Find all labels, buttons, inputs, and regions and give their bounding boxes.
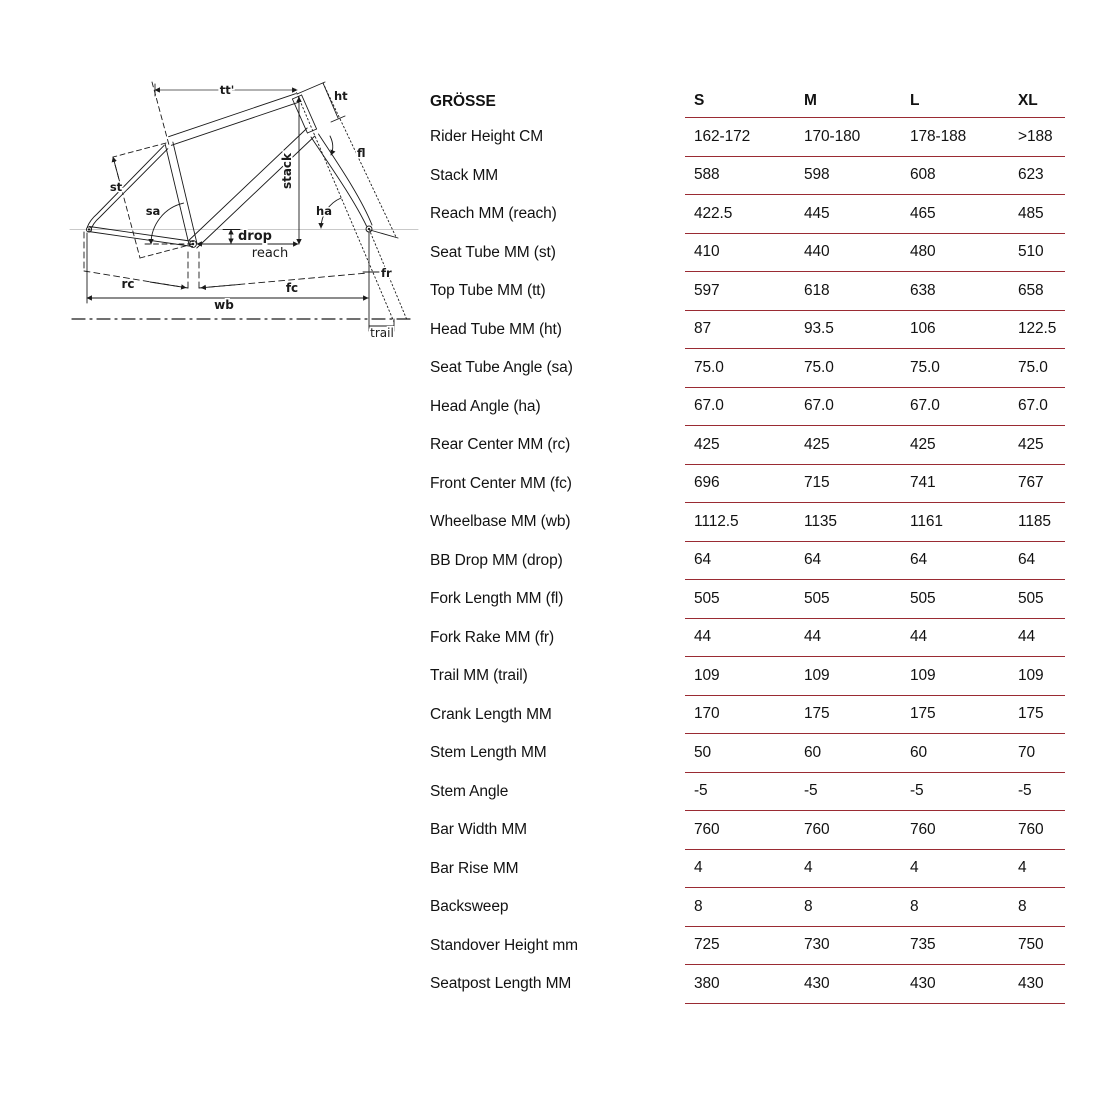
row-label: Backsweep: [430, 898, 509, 916]
column-header-s: S: [694, 92, 705, 109]
cell-l: 760: [910, 820, 936, 838]
cell-xl: -5: [1018, 782, 1032, 800]
table-row: [430, 234, 1065, 273]
row-label: Seatpost Length MM: [430, 975, 572, 993]
label-reach: reach: [251, 246, 289, 261]
label-trail: trail: [370, 326, 394, 340]
cell-l: 44: [910, 628, 928, 646]
cell-s: 170: [694, 705, 720, 723]
row-label: Crank Length MM: [430, 705, 552, 723]
row-values: [685, 965, 1065, 1004]
row-values: [685, 118, 1065, 157]
row-values: [685, 657, 1065, 696]
row-values: [685, 888, 1065, 927]
table-body: [430, 118, 1065, 1004]
cell-s: 4: [694, 859, 703, 877]
cell-l: 465: [910, 204, 936, 222]
cell-l: 75.0: [910, 358, 940, 376]
cell-s: 44: [694, 628, 712, 646]
cell-xl: 623: [1018, 166, 1044, 184]
column-header-l: L: [910, 92, 920, 109]
table-row: [430, 272, 1065, 311]
row-values: [685, 811, 1065, 850]
row-label: Fork Length MM (fl): [430, 590, 564, 608]
cell-s: 505: [694, 589, 720, 607]
cell-m: 1135: [804, 512, 837, 530]
cell-xl: 67.0: [1018, 397, 1048, 415]
cell-l: 64: [910, 551, 928, 569]
row-values: [685, 426, 1065, 465]
table-row: [430, 580, 1065, 619]
cell-xl: 430: [1018, 974, 1044, 992]
cell-xl: 8: [1018, 897, 1027, 915]
cell-m: -5: [804, 782, 818, 800]
row-label: Rear Center MM (rc): [430, 436, 571, 454]
row-values: [685, 388, 1065, 427]
row-values: [685, 850, 1065, 889]
cell-s: 64: [694, 551, 712, 569]
cell-s: 87: [694, 320, 712, 338]
cell-s: 50: [694, 743, 712, 761]
label-fr: fr: [381, 266, 392, 280]
label-ha: ha: [316, 204, 332, 218]
cell-m: 505: [804, 589, 830, 607]
row-values: [685, 619, 1065, 658]
dimension-annotations: [84, 82, 407, 331]
row-label: Wheelbase MM (wb): [430, 513, 571, 531]
table-row: [430, 811, 1065, 850]
cell-xl: 70: [1018, 743, 1036, 761]
column-header-xl: XL: [1018, 92, 1038, 109]
table-row: [430, 696, 1065, 735]
cell-m: 430: [804, 974, 830, 992]
row-values: [685, 465, 1065, 504]
row-values: [685, 734, 1065, 773]
label-wb: wb: [214, 298, 234, 312]
cell-m: 64: [804, 551, 822, 569]
diagram-labels: [110, 83, 394, 340]
cell-m: 440: [804, 243, 830, 261]
cell-s: 597: [694, 281, 720, 299]
table-row: [430, 195, 1065, 234]
cell-m: 8: [804, 897, 813, 915]
cell-xl: 175: [1018, 705, 1044, 723]
cell-m: 175: [804, 705, 830, 723]
table-row: [430, 388, 1065, 427]
row-label: Stem Angle: [430, 782, 509, 800]
cell-l: 8: [910, 897, 919, 915]
cell-s: 725: [694, 936, 720, 954]
cell-xl: 658: [1018, 281, 1044, 299]
row-values: [685, 234, 1065, 273]
cell-s: 696: [694, 474, 720, 492]
cell-l: 741: [910, 474, 936, 492]
cell-xl: 4: [1018, 859, 1027, 877]
cell-xl: 109: [1018, 666, 1044, 684]
table-row: [430, 927, 1065, 966]
cell-l: 178-188: [910, 127, 967, 145]
row-values: [685, 157, 1065, 196]
row-label: Head Tube MM (ht): [430, 320, 562, 338]
row-values: [685, 696, 1065, 735]
row-values: [685, 927, 1065, 966]
row-values: [685, 580, 1065, 619]
cell-l: 4: [910, 859, 919, 877]
cell-xl: 122.5: [1018, 320, 1057, 338]
cell-m: 730: [804, 936, 830, 954]
geometry-table: [430, 85, 1065, 1004]
table-row: [430, 888, 1065, 927]
cell-s: 75.0: [694, 358, 724, 376]
row-label: Bar Width MM: [430, 821, 527, 839]
row-label: Seat Tube Angle (sa): [430, 359, 573, 377]
cell-l: 1161: [910, 512, 943, 530]
cell-m: 170-180: [804, 127, 861, 145]
cell-s: 425: [694, 435, 720, 453]
header-values: [685, 85, 1065, 118]
table-row: [430, 465, 1065, 504]
frame-outline: [87, 94, 372, 248]
label-drop: drop: [238, 229, 272, 244]
cell-xl: 510: [1018, 243, 1044, 261]
table-row: [430, 619, 1065, 658]
table-row: [430, 773, 1065, 812]
cell-m: 598: [804, 166, 830, 184]
cell-s: 422.5: [694, 204, 733, 222]
row-values: [685, 542, 1065, 581]
cell-l: 60: [910, 743, 928, 761]
table-header-row: [430, 85, 1065, 118]
cell-s: 67.0: [694, 397, 724, 415]
cell-xl: 44: [1018, 628, 1036, 646]
row-label: Bar Rise MM: [430, 859, 519, 877]
cell-m: 44: [804, 628, 822, 646]
row-label: Top Tube MM (tt): [430, 282, 546, 300]
table-row: [430, 965, 1065, 1004]
table-row: [430, 503, 1065, 542]
table-row: [430, 157, 1065, 196]
cell-m: 75.0: [804, 358, 834, 376]
row-label: Head Angle (ha): [430, 397, 541, 415]
cell-l: 106: [910, 320, 936, 338]
cell-xl: 64: [1018, 551, 1036, 569]
cell-s: -5: [694, 782, 708, 800]
cell-l: 175: [910, 705, 936, 723]
cell-xl: 485: [1018, 204, 1044, 222]
column-header-size: GRÖSSE: [430, 92, 496, 110]
label-sa: sa: [145, 204, 161, 218]
cell-xl: 425: [1018, 435, 1044, 453]
cell-m: 93.5: [804, 320, 834, 338]
cell-l: 608: [910, 166, 936, 184]
cell-xl: 767: [1018, 474, 1044, 492]
row-label: Trail MM (trail): [430, 667, 528, 685]
cell-l: 638: [910, 281, 936, 299]
row-values: [685, 773, 1065, 812]
cell-xl: 75.0: [1018, 358, 1048, 376]
cell-s: 410: [694, 243, 720, 261]
row-label: Stem Length MM: [430, 744, 547, 762]
cell-s: 760: [694, 820, 720, 838]
cell-xl: >188: [1018, 127, 1053, 145]
label-fc: fc: [285, 281, 299, 295]
cell-l: -5: [910, 782, 924, 800]
table-row: [430, 118, 1065, 157]
row-label: Stack MM: [430, 166, 499, 184]
row-label: Fork Rake MM (fr): [430, 628, 555, 646]
cell-s: 380: [694, 974, 720, 992]
cell-m: 4: [804, 859, 813, 877]
row-values: [685, 311, 1065, 350]
table-row: [430, 349, 1065, 388]
cell-xl: 505: [1018, 589, 1044, 607]
cell-s: 1112.5: [694, 512, 739, 530]
cell-m: 425: [804, 435, 830, 453]
bike-geometry-diagram: [60, 68, 430, 353]
cell-m: 618: [804, 281, 830, 299]
row-label: Reach MM (reach): [430, 205, 557, 223]
table-row: [430, 850, 1065, 889]
label-fl: fl: [357, 146, 366, 160]
cell-xl: 750: [1018, 936, 1044, 954]
row-values: [685, 349, 1065, 388]
cell-m: 445: [804, 204, 830, 222]
label-tt: tt': [219, 83, 235, 97]
cell-m: 109: [804, 666, 830, 684]
table-row: [430, 542, 1065, 581]
table-row: [430, 734, 1065, 773]
cell-m: 715: [804, 474, 830, 492]
row-label: Seat Tube MM (st): [430, 243, 556, 261]
table-row: [430, 311, 1065, 350]
cell-m: 67.0: [804, 397, 834, 415]
cell-s: 8: [694, 897, 703, 915]
row-values: [685, 272, 1065, 311]
table-row: [430, 657, 1065, 696]
cell-l: 735: [910, 936, 936, 954]
cell-l: 109: [910, 666, 936, 684]
cell-xl: 760: [1018, 820, 1044, 838]
cell-m: 60: [804, 743, 822, 761]
cell-l: 480: [910, 243, 936, 261]
column-header-m: M: [804, 92, 817, 109]
row-label: Standover Height mm: [430, 936, 578, 954]
cell-s: 588: [694, 166, 720, 184]
cell-m: 760: [804, 820, 830, 838]
cell-l: 505: [910, 589, 936, 607]
cell-s: 109: [694, 666, 720, 684]
label-rc: rc: [121, 277, 135, 291]
row-values: [685, 503, 1065, 542]
label-stack: stack: [280, 152, 294, 190]
label-st: st: [109, 180, 123, 194]
cell-s: 162-172: [694, 127, 751, 145]
cell-l: 67.0: [910, 397, 940, 415]
row-label: Rider Height CM: [430, 128, 544, 146]
row-values: [685, 195, 1065, 234]
label-ht: ht: [334, 89, 348, 103]
row-label: Front Center MM (fc): [430, 474, 572, 492]
cell-l: 425: [910, 435, 936, 453]
table-row: [430, 426, 1065, 465]
row-label: BB Drop MM (drop): [430, 551, 563, 569]
cell-l: 430: [910, 974, 936, 992]
cell-xl: 1185: [1018, 512, 1051, 530]
